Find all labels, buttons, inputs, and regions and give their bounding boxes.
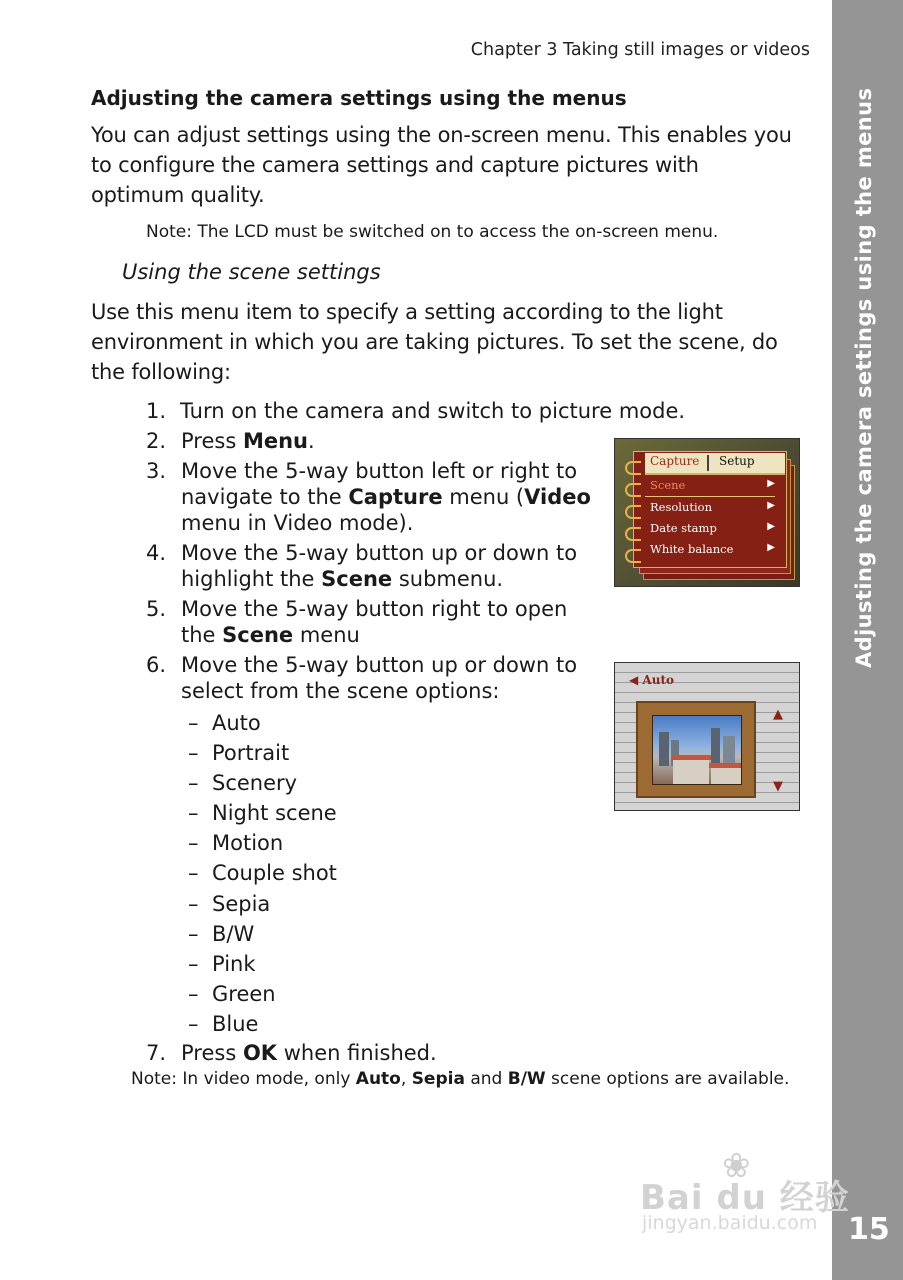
section-title: Adjusting the camera settings using the menus bbox=[91, 86, 627, 110]
intro-line: You can adjust settings using the on-screen menu. This enables you bbox=[91, 123, 792, 147]
step-number: 5. bbox=[146, 597, 167, 621]
picture-frame bbox=[636, 701, 756, 798]
arrow-down-icon: ▼ bbox=[773, 779, 783, 794]
scene-label: ◀ Auto bbox=[629, 673, 675, 687]
scene-intro-line: the following: bbox=[91, 360, 231, 384]
step-text: Move the 5-way button left or right to navigate to the Capture menu (Video menu in Video mode). bbox=[181, 459, 591, 535]
tab-divider bbox=[707, 455, 709, 471]
step-number: 2. bbox=[146, 429, 167, 453]
list-item: – Green bbox=[188, 981, 276, 1006]
list-item: – B/W bbox=[188, 921, 255, 946]
video-mode-note: Note: In video mode, only Auto, Sepia and B/W scene options are available. bbox=[131, 1069, 790, 1089]
intro-paragraph bbox=[91, 120, 811, 210]
list-item: – Blue bbox=[188, 1011, 259, 1036]
tab-setup[interactable]: Setup bbox=[719, 454, 755, 468]
arrow-left-icon: ◀ bbox=[629, 673, 639, 687]
menu-item-white-balance[interactable]: White balance ▶ bbox=[650, 542, 775, 556]
scene-intro-line: environment in which you are taking pictures. To set the scene, do bbox=[91, 330, 778, 354]
arrow-right-icon: ▶ bbox=[767, 478, 775, 489]
step-text: Press Menu. bbox=[181, 429, 315, 453]
watermark-brand: Bai du 经验 bbox=[640, 1178, 850, 1218]
chapter-header: Chapter 3 Taking still images or videos bbox=[470, 40, 810, 60]
binder-ring-icon bbox=[625, 461, 641, 475]
menu-tabs bbox=[645, 453, 785, 475]
arrow-right-icon: ▶ bbox=[767, 542, 775, 553]
menu-item-date-stamp[interactable]: Date stamp ▶ bbox=[650, 521, 775, 535]
list-item: – Auto bbox=[188, 711, 261, 735]
arrow-right-icon: ▶ bbox=[767, 521, 775, 532]
step-number: 3. bbox=[146, 459, 167, 483]
watermark-url: jingyan.baidu.com bbox=[642, 1212, 818, 1234]
binder-ring-icon bbox=[625, 549, 641, 563]
scene-options-list bbox=[188, 708, 337, 1039]
binder-ring-icon bbox=[625, 505, 641, 519]
step-number: 6. bbox=[146, 653, 167, 677]
step-text: Move the 5-way button right to open the Scene menu bbox=[181, 597, 568, 647]
arrow-up-icon: ▲ bbox=[773, 707, 783, 722]
binder-ring-icon bbox=[625, 483, 641, 497]
arrow-right-icon: ▶ bbox=[767, 500, 775, 511]
list-item: – Motion bbox=[188, 831, 284, 856]
scene-intro-line: Use this menu item to specify a setting according to the light bbox=[91, 300, 723, 324]
menu-item-scene[interactable]: Scene ▶ bbox=[645, 476, 775, 497]
subheading: Using the scene settings bbox=[122, 260, 381, 284]
scene-intro-paragraph bbox=[91, 297, 811, 387]
paw-logo-icon: ❀ bbox=[722, 1146, 751, 1186]
tab-capture[interactable]: Capture bbox=[650, 454, 700, 468]
step-text: Move the 5-way button up or down to select from the scene options: bbox=[181, 653, 578, 703]
page-number: 15 bbox=[848, 1212, 890, 1247]
menu-item-resolution[interactable]: Resolution ▶ bbox=[650, 500, 775, 514]
step-number: 4. bbox=[146, 541, 167, 565]
lcd-note: Note: The LCD must be switched on to access the on-screen menu. bbox=[146, 222, 719, 242]
step-text: Turn on the camera and switch to picture mode. bbox=[180, 399, 686, 423]
camera-menu-screenshot bbox=[614, 438, 800, 587]
intro-line: optimum quality. bbox=[91, 183, 265, 207]
list-item: – Night scene bbox=[188, 801, 337, 826]
step-number: 1. bbox=[146, 399, 167, 423]
step-number: 7. bbox=[146, 1041, 167, 1065]
side-tab-label: Adjusting the camera settings using the menus bbox=[852, 87, 876, 668]
list-item: – Couple shot bbox=[188, 861, 337, 886]
list-item: – Pink bbox=[188, 951, 256, 976]
list-item: – Portrait bbox=[188, 741, 290, 766]
step-text: Press OK when finished. bbox=[181, 1041, 437, 1065]
list-item: – Scenery bbox=[188, 771, 298, 796]
binder-ring-icon bbox=[625, 527, 641, 541]
step-text: Move the 5-way button up or down to highlight the Scene submenu. bbox=[181, 541, 578, 591]
scene-preview-screenshot bbox=[614, 662, 800, 811]
scene-photo bbox=[652, 715, 742, 785]
list-item: – Sepia bbox=[188, 891, 271, 916]
intro-line: to configure the camera settings and capture pictures with bbox=[91, 153, 699, 177]
